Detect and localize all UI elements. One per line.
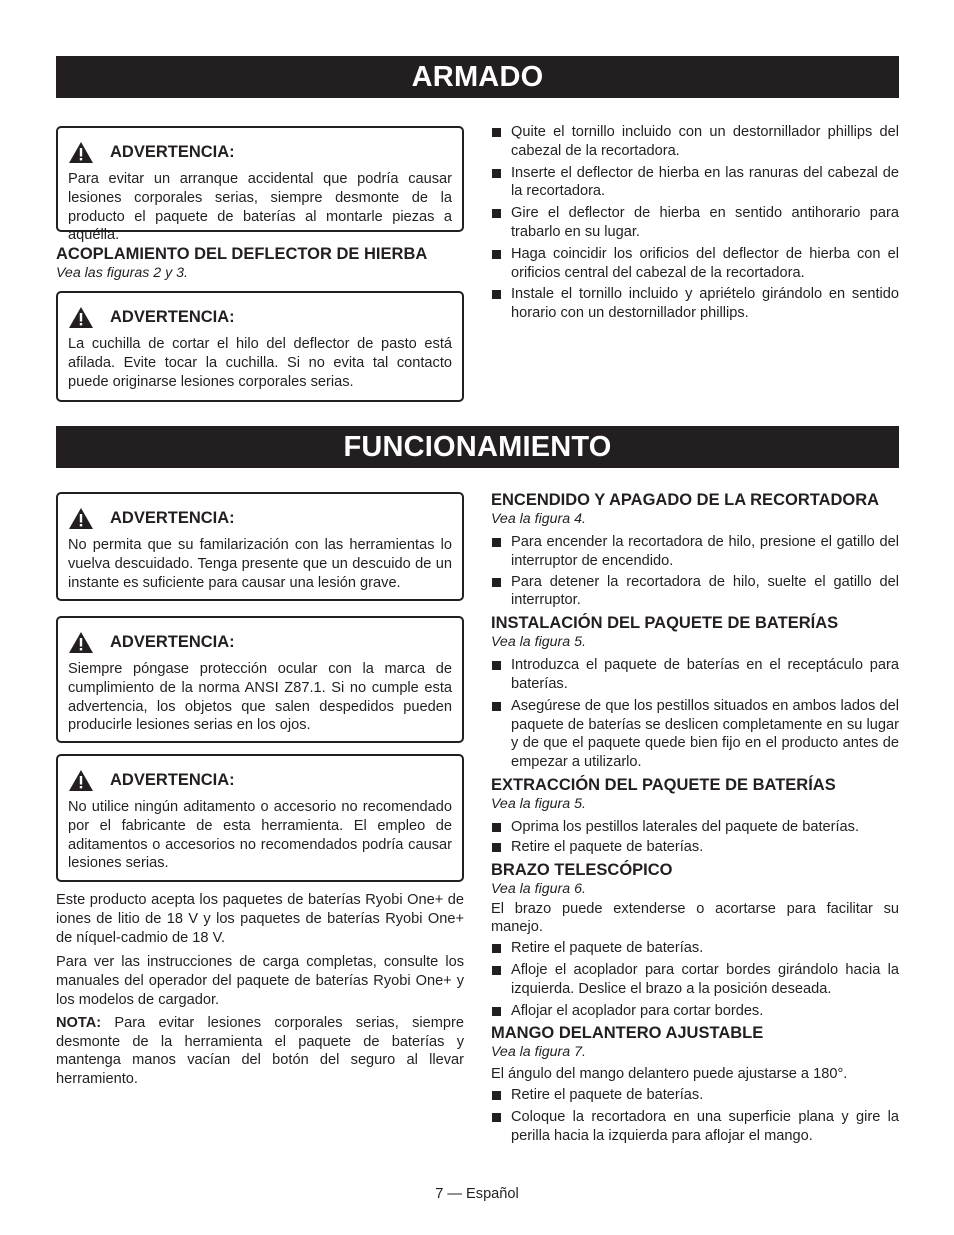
list-item: Gire el deflector de hierba en sentido antihorario para trabarlo en su lugar. [491,204,899,242]
armado-banner: ARMADO [56,56,899,98]
list-item: Introduzca el paquete de baterías en el receptáculo para baterías. [491,656,899,694]
warning-box [56,126,464,244]
list-item: Para detener la recortadora de hilo, suelte el gatillo del interruptor. [491,573,899,611]
section-heading: EXTRACCIÓN DEL PAQUETE DE BATERÍAS [491,775,836,794]
warning-icon [69,508,93,529]
section-heading: MANGO DELANTERO AJUSTABLE [491,1024,764,1043]
section-heading: ENCENDIDO Y APAGADO DE LA RECORTADORA [491,491,880,509]
warning-title: ADVERTENCIA: [110,770,235,789]
paragraph: El ángulo del mango delantero puede ajustarse a 180°. [491,1066,848,1083]
figure-reference: Vea la figura 7. [491,1044,586,1061]
section-heading: BRAZO TELESCÓPICO [491,860,673,879]
warning-text: No permita que su familarización con las herramientas lo vuelva descuidado. Tenga presente que un descuido de un instante es suficiente para causar una lesión grave. [68,537,452,591]
warning-title: ADVERTENCIA: [110,508,235,527]
list-item: Retire el paquete de baterías. [491,939,899,958]
note-text: Para evitar lesiones corporales serias, siempre desmonte de la herramienta el paquete de baterías y mantenga manos vacían del botón del seguro al llevar herramiento. [56,1014,464,1088]
note-label: NOTA: [56,1014,102,1031]
battery-compatibility-text: Este producto acepta los paquetes de baterías Ryobi One+ de iones de litio de 18 V y los paquetes de baterías Ryobi One+ de níquel-cadmio de 18 V. [56,892,464,946]
safety-note [56,1014,464,1089]
warning-text: Para evitar un arranque accidental que podría causar lesiones corporales serias, siempre desmonte de la producto el paquete de baterías al montarle piezas a aquélla. [68,171,452,244]
list-item: Quite el tornillo incluido con un destornillador phillips del cabezal de la recortadora. [491,123,899,161]
bullet-list [491,818,899,857]
armado-left-column [56,126,464,402]
list-item: Afloje el acoplador para cortar bordes girándolo hacia la izquierda. Deslice el brazo a la posición deseada. [491,961,899,999]
warning-icon [69,142,93,163]
list-item: Retire el paquete de baterías. [491,838,899,857]
figure-reference: Vea la figura 4. [491,511,586,527]
warning-text: La cuchilla de cortar el hilo del deflector de pasto está afilada. Evite tocar la cuchilla. Si no evita tal contacto puede originarse lesiones corporales serias. [68,336,452,390]
figure-reference: Vea la figura 5. [491,795,586,812]
list-item: Instale el tornillo incluido y apriételo girándolo en sentido horario con un destornillador phillips. [491,285,899,323]
figure-reference: Vea la figura 5. [491,634,586,651]
armado-right-column [491,123,899,323]
warning-text: Siempre póngase protección ocular con la marca de cumplimiento de la norma ANSI Z87.1. Si no cumple esta advertencia, los objetos que salen despedidos pueden producirle lesiones serias en los ojos. [68,661,452,734]
funcionamiento-right-column [491,490,899,1146]
warning-box [56,754,464,882]
warning-icon [69,770,93,791]
charging-instructions-text: Para ver las instrucciones de carga completas, consulte los manuales del operador del paquete de baterías Ryobi One+ y los modelos de cargador. [56,954,464,1008]
warning-text: No utilice ningún aditamento o accesorio no recomendado por el fabricante de esta herramienta. El empleo de aditamentos o accesorios no recomendados podría causar lesiones serias. [68,799,452,872]
paragraph: El brazo puede extenderse o acortarse para facilitar su manejo. [491,900,899,936]
section-heading: INSTALACIÓN DEL PAQUETE DE BATERÍAS [491,614,839,633]
bullet-list [491,656,899,772]
page-footer: 7 — Español [435,1186,519,1202]
section-heading: ACOPLAMIENTO DEL DEFLECTOR DE HIERBA [56,245,428,263]
warning-box [56,616,464,743]
warning-icon [69,307,93,328]
funcionamiento-banner: FUNCIONAMIENTO [56,426,899,468]
list-item: Aflojar el acoplador para cortar bordes. [491,1002,899,1021]
list-item: Coloque la recortadora en una superficie plana y gire la perilla hacia la izquierda para aflojar el mango. [491,1108,899,1146]
warning-title: ADVERTENCIA: [110,632,235,651]
warning-icon [69,632,93,653]
warning-title: ADVERTENCIA: [110,307,235,326]
bullet-list [491,939,899,1020]
bullet-list [491,533,899,610]
funcionamiento-left-column [56,492,464,1089]
list-item: Para encender la recortadora de hilo, presione el gatillo del interruptor de encendido. [491,533,899,571]
bullet-list [491,1086,899,1145]
figure-reference: Vea la figura 6. [491,880,586,897]
list-item: Retire el paquete de baterías. [491,1086,899,1105]
warning-box [56,492,464,601]
figure-reference: Vea las figuras 2 y 3. [56,265,188,281]
list-item: Asegúrese de que los pestillos situados en ambos lados del paquete de baterías se deslicen completamente en su lugar y de que el paquete quede bien fijo en el producto antes de empezar a utilizarlo. [491,697,899,772]
warning-box [56,291,464,402]
list-item: Inserte el deflector de hierba en las ranuras del cabezal de la recortadora. [491,164,899,202]
list-item: Oprima los pestillos laterales del paquete de baterías. [491,818,899,837]
warning-title: ADVERTENCIA: [110,142,235,161]
assembly-steps [491,123,899,323]
list-item: Haga coincidir los orificios del deflector de hierba con el orificios central del cabezal de la recortadora. [491,245,899,283]
